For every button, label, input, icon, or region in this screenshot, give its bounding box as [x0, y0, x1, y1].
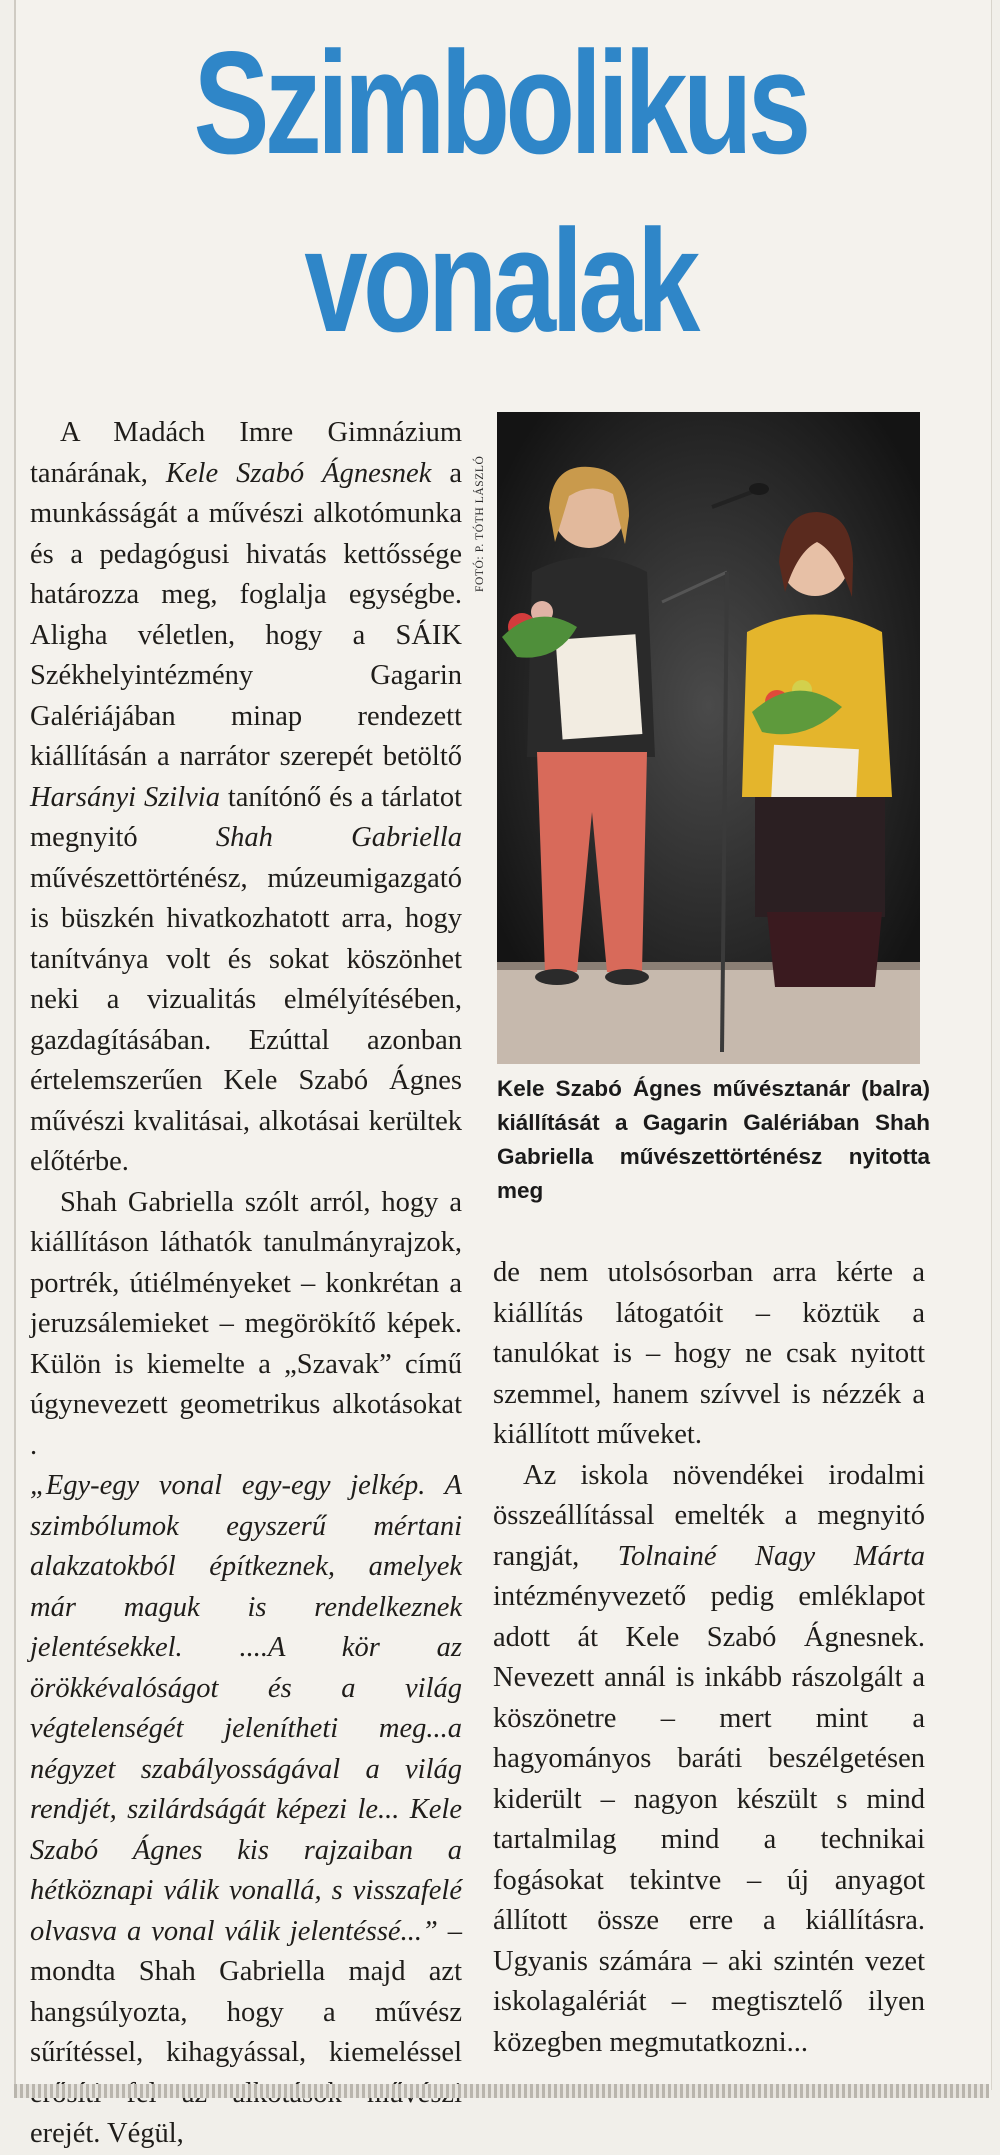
article-column-left [30, 413, 462, 2155]
headline-line-1: Szimbolikus [193, 21, 807, 184]
paragraph-closing: de nem utolsósorban arra kérte a kiállítás látogatóit – köztük a tanulókat is – hogy ne csak nyitott szemmel, hanem szívvel is nézzék a kiállított műveket. [493, 1257, 925, 1450]
quote-text: „Egy-egy vonal egy-egy jelkép. A szimbólumok egyszerű mértani alakzatokból építkeznek, amelyek már maguk is rendelkeznek jelentésekkel. ....A kör az örökkévalóságot és a világ végtelenségét jelenítheti meg...a négyzet szabályosságával a világ rendjét, szilárdságát képezi le... Kele Szabó Ágnes kis rajzaiban a hétköznapi válik vonallá, s visszafelé olvasva a vonal válik jelentéssé...” [30, 1470, 462, 1947]
event-photo [497, 412, 920, 1064]
photo-credit: FOTÓ: P. TÓTH LÁSZLÓ [474, 455, 486, 592]
paragraph-intro: A Madách Imre Gimnázium tanárának, Kele Szabó Ágnesnek a munkásságát a művészi alkotómunka és a pedagógusi hivatás kettőssége határozza meg, foglalja egységbe. Aligha véletlen, hogy a SÁIK Székhelyintézmény Gagarin Galériájában minap rendezett kiállításán a narrátor szerepét betöltő Harsányi Szilvia tanítónő és a tárlatot megnyitó Shah Gabriella művészettörténész, múzeumigazgató is büszkén hivatkozhatott arra, hogy tanítványa volt és sokat köszönhet neki a vizualitás elmélyítésében, gazdagításában. Ezúttal azonban értelemszerűen Kele Szabó Ágnes művészi kvalitásai, alkotásai kerültek előtérbe. [30, 417, 463, 1177]
article-column-right [493, 1253, 925, 2063]
paragraph-quote: „Egy-egy vonal egy-egy jelkép. A szimbólumok egyszerű mértani alakzatokból építkeznek, amelyek már maguk is rendelkeznek jelentésekkel. ....A kör az örökkévalóságot és a világ végtelenségét jelenítheti meg...a négyzet szabályosságával a világ rendjét, szilárdságát képezi le... Kele Szabó Ágnes kis rajzaiban a hétköznapi válik vonallá, s visszafelé olvasva a vonal válik jelentéssé...” – mondta Shah Gabriella majd azt hangsúlyozta, hogy a művész sűrítéssel, kihagyással, kiemeléssel erejét. Végül, [30, 1470, 463, 2149]
paragraph-ceremony: Az iskola növendékei irodalmi összeállítással emelték a megnyitó rangját, Tolnainé Nagy Márta intézményvezető pedig emléklapot adott át Kele Szabó Ágnesnek. Nevezett annál is inkább rászolgált a köszönetre – mert mint a hagyományos baráti beszélgetésen kiderült – nagyon készült s mind tartalmilag mind a technikai fogásokat tekintve – új anyagot állított össze erre a kiállításra. Ugyanis számára – aki szintén vezet iskolagalériát – megtisztelő ilyen közegben megmutatkozni... [493, 1459, 925, 2058]
paragraph-works: Shah Gabriella szólt arról, hogy a kiállításon láthatók tanulmányrajzok, portrék, útiélményeket – konkrétan a jeruzsálemieket – megörökítő képek. Külön is kiemelte a „Szavak” című úgynevezett geometrikus alkotásokat . [30, 1186, 462, 1461]
photo-caption: Kele Szabó Ágnes művésztanár (balra) kiállítását a Gagarin Galériában Shah Gabriella művészettörténész nyitotta meg [497, 1076, 930, 1203]
bottom-border [14, 2084, 989, 2098]
headline-line-2: vonalak [304, 199, 696, 362]
